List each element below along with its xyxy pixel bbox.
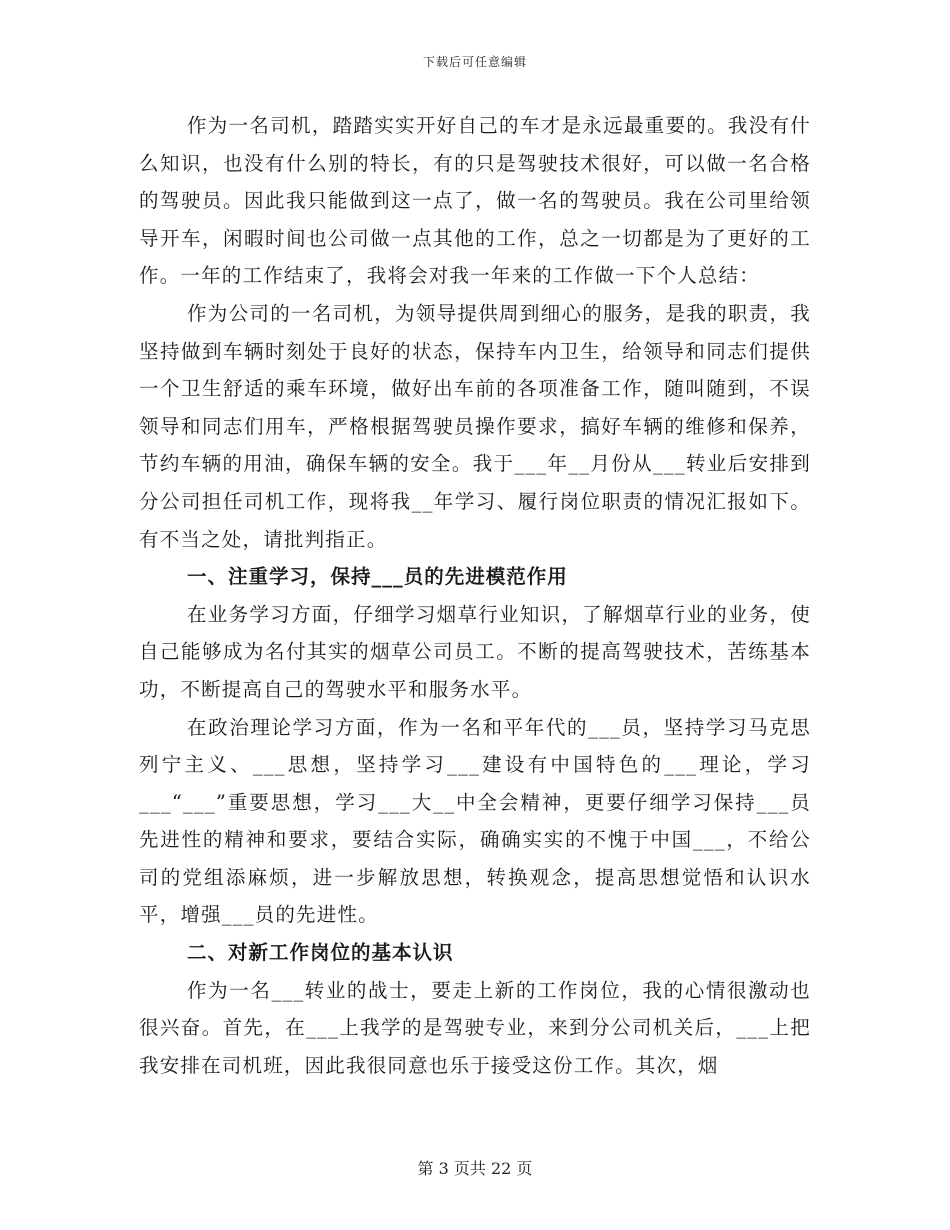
document-body — [139, 107, 811, 1084]
page-footer: 第 3 页共 22 页 — [417, 1159, 533, 1178]
paragraph-business-study: 在业务学习方面，仔细学习烟草行业知识，了解烟草行业的业务，使自己能够成为名付其实的烟草公司员工。不断的提高驾驶技术，苦练基本功，不断提高自己的驾驶水平和服务水平。 — [139, 602, 811, 701]
section-heading-2: 二、对新工作岗位的基本认识 — [187, 941, 454, 965]
paragraph-new-position: 作为一名___转业的战士，要走上新的工作岗位，我的心情很激动也很兴奋。首先，在___上我学的是驾驶专业，来到分公司机关后，___上把我安排在司机班，因此我很同意也乐于接受这份工作。其次，烟 — [139, 978, 811, 1077]
paragraph-intro: 作为一名司机，踏踏实实开好自己的车才是永远最重要的。我没有什么知识，也没有什么别的特长，有的只是驾驶技术很好，可以做一名合格的驾驶员。因此我只能做到这一点了，做一名的驾驶员。我在公司里给领导开车，闲暇时间也公司做一点其他的工作，总之一切都是为了更好的工作。一年的工作结束了，我将会对我一年来的工作做一下个人总结： — [139, 114, 811, 288]
page-header: 下载后可任意编辑 — [422, 55, 527, 69]
paragraph-duties: 作为公司的一名司机，为领导提供周到细心的服务，是我的职责，我坚持做到车辆时刻处于良好的状态，保持车内卫生，给领导和同志们提供一个卫生舒适的乘车环境，做好出车前的各项准备工作，随叫随到，不误领导和同志们用车，严格根据驾驶员操作要求，搞好车辆的维修和保养，节约车辆的用油，确保车辆的安全。我于___年__月份从___转业后安排到分公司担任司机工作，现将我__年学习、履行岗位职责的情况汇报如下。有不当之处，请批判指正。 — [139, 301, 811, 551]
section-heading-1: 一、注重学习，保持___员的先进模范作用 — [187, 565, 568, 589]
paragraph-political-study: 在政治理论学习方面，作为一名和平年代的___员，坚持学习马克思列宁主义、___思想，坚持学习___建设有中国特色的___理论，学习___“___”重要思想，学习___大__中全会精神，更要仔细学习保持___员先进性的精神和要求，要结合实际，确确实实的不愧于中国___，不给公司的党组添麻烦，进一步解放思想，转换观念，提高思想觉悟和认识水平，增强___员的先进性。 — [139, 715, 811, 927]
